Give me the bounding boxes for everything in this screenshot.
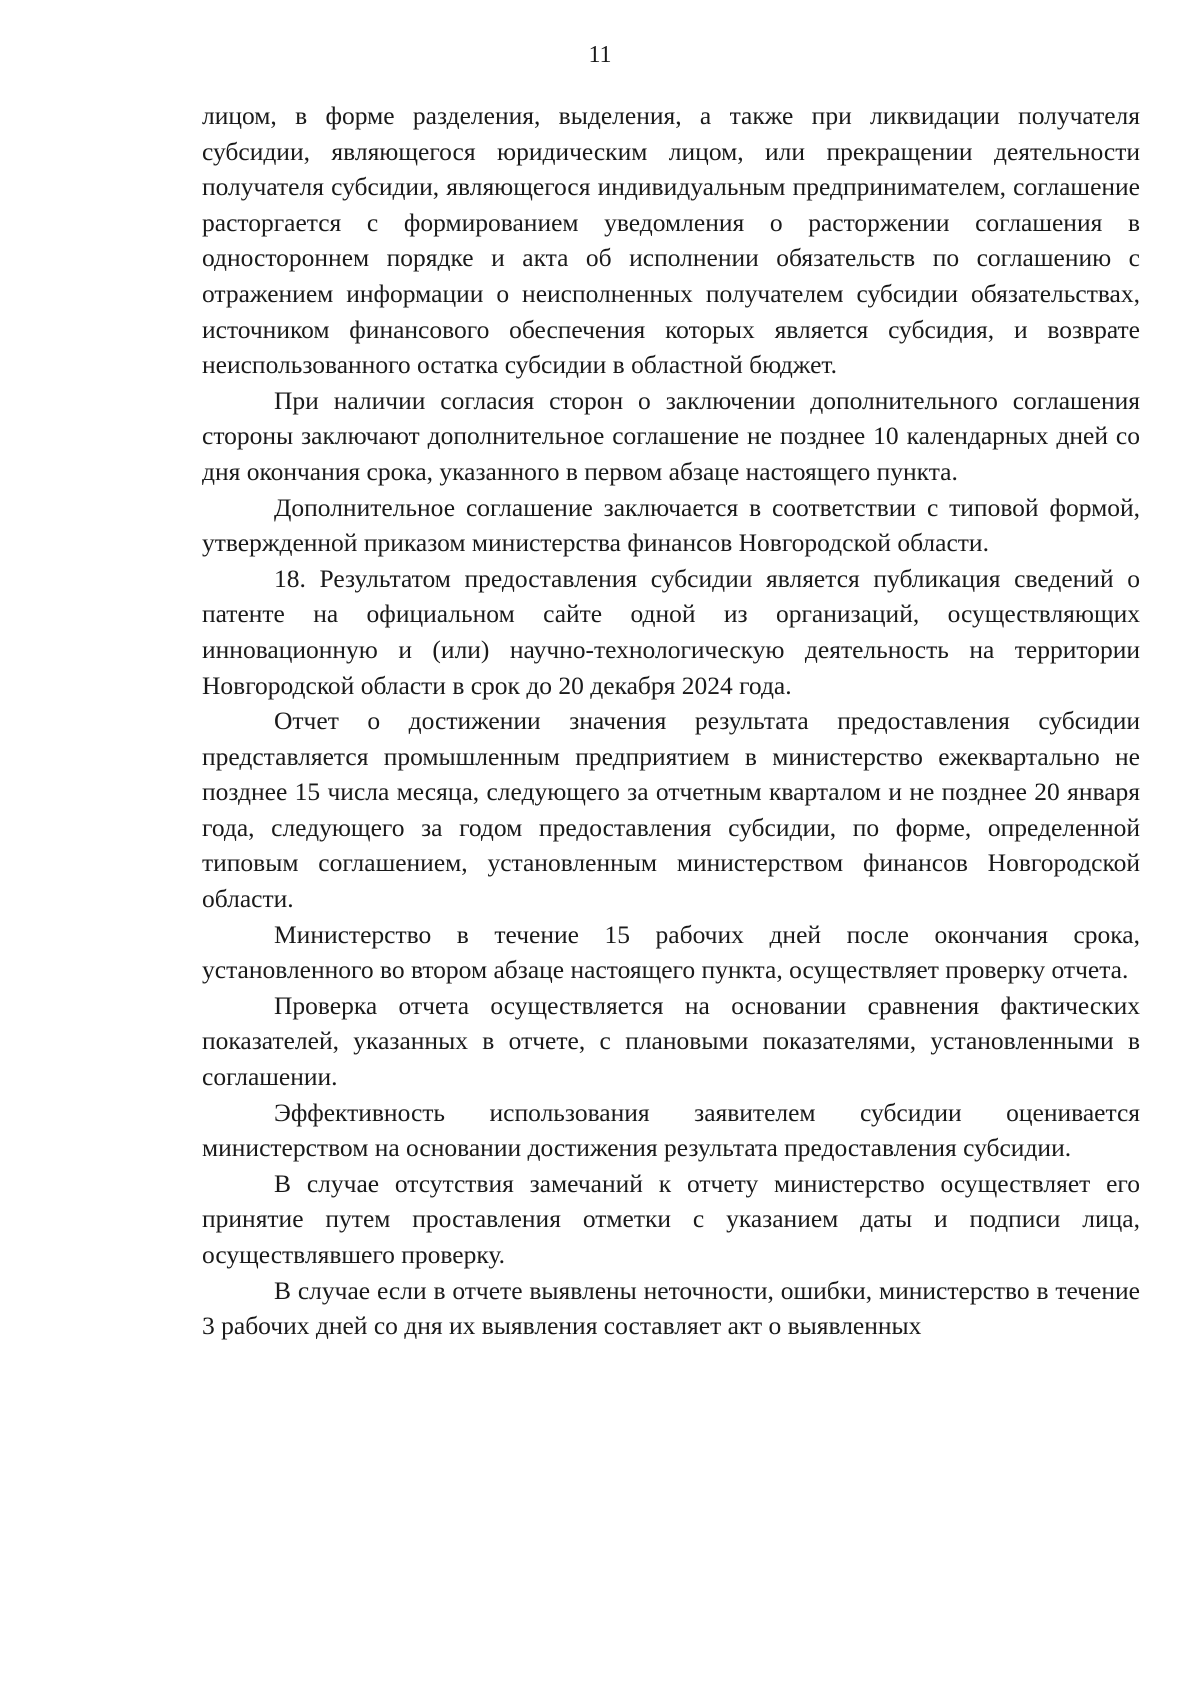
paragraph-errors-found: В случае если в отчете выявлены неточности, ошибки, министерство в течение 3 рабочих дней со дня их выявления составляет акт о выявленных (202, 1275, 1140, 1341)
paragraph-no-remarks: В случае отсутствия замечаний к отчету министерство осуществляет его принятие путем проставления отметки с указанием даты и подписи лица, осуществлявшего проверку. (202, 1168, 1140, 1269)
document-body (202, 98, 1140, 1344)
paragraph-item-18: 18. Результатом предоставления субсидии является публикация сведений о патенте на официальном сайте одной из организаций, осуществляющих инновационную и (или) научно-технологическую деятельность на территории Новгородской области в срок до 20 декабря 2024 года. (202, 563, 1140, 700)
paragraph-additional-agreement: При наличии согласия сторон о заключении дополнительного соглашения стороны заключают дополнительное соглашение не позднее 10 календарных дней со дня окончания срока, указанного в первом абзаце настоящего пункта. (202, 385, 1140, 486)
page-number: 11 (588, 42, 612, 68)
paragraph-efficiency: Эффективность использования заявителем субсидии оценивается министерством на основании достижения результата предоставления субсидии. (202, 1097, 1140, 1163)
paragraph-report-check: Проверка отчета осуществляется на основании сравнения фактических показателей, указанных в отчете, с плановыми показателями, установленными в соглашении. (202, 990, 1140, 1092)
paragraph-report-submission: Отчет о достижении значения результата предоставления субсидии представляется промышленным предприятием в министерство ежеквартально не позднее 15 числа месяца, следующего за отчетным кварталом и не позднее 20 января года, следующего за годом предоставления субсидии, по форме, определенной типовым соглашением, установленным министерством финансов Новгородской области. (202, 706, 1140, 914)
paragraph-continuation: лицом, в форме разделения, выделения, а также при ликвидации получателя субсидии, являющегося юридическим лицом, или прекращении деятельности получателя субсидии, являющегося индивидуальным предпринимателем, соглашение расторгается с формированием уведомления о расторжении соглашения в одностороннем порядке и акта об исполнении обязательств по соглашению с отражением информации о неисполненных получателем субсидии обязательствах, источником финансового обеспечения которых является субсидия, и возврате неиспользованного остатка субсидии в областной бюджет. (202, 101, 1140, 380)
paragraph-agreement-form: Дополнительное соглашение заключается в соответствии с типовой формой, утвержденной приказом министерства финансов Новгородской области. (202, 492, 1140, 558)
paragraph-report-review-period: Министерство в течение 15 рабочих дней после окончания срока, установленного во втором абзаце настоящего пункта, осуществляет проверку отчета. (202, 919, 1140, 985)
